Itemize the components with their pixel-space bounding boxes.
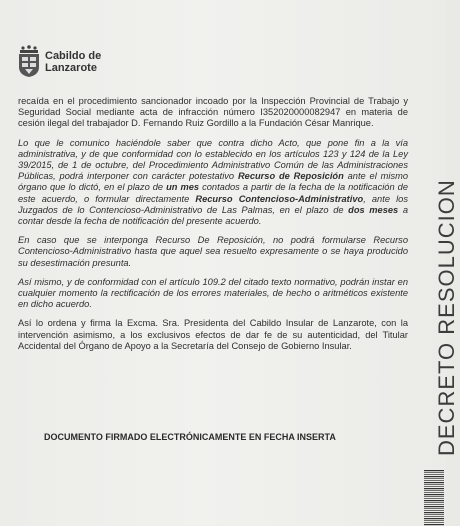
text-run: Lo que le comunico haciéndole saber que contra dicho Acto, que pone fin a la vía administrativa, y de que conformidad con lo establecido en los artículos 123 y 124 de la Ley 39/2015, de 1 de octubre, del Procedimiento Administrativo Común de las Administraciones Públicas, podrá interponer con carácter potestativo xyxy=(18,137,408,182)
paragraph xyxy=(18,96,408,130)
text-run: Así mismo, y de conformidad con el artículo 109.2 del citado texto normativo, podrán instar en cualquier momento la rectificación de los errores materiales, de hecho o aritméticos existente en dicho acuerdo. xyxy=(18,276,408,310)
text-run: a contar desde la fecha de notificación del presente acuerdo. xyxy=(18,204,408,227)
emphasis-text: un mes xyxy=(166,182,200,193)
shield-coat-of-arms-icon xyxy=(17,45,41,78)
emphasis-text: Recurso de Reposición xyxy=(237,171,344,182)
text-run: ante el mismo órgano que lo dictó, en el plazo de xyxy=(18,171,409,193)
signature-note: DOCUMENTO FIRMADO ELECTRÓNICAMENTE EN FECHA INSERTA xyxy=(44,432,336,442)
org-name xyxy=(45,50,101,74)
org-name-line2: Lanzarote xyxy=(45,61,97,74)
paragraph xyxy=(18,318,408,352)
text-run: , ante los Juzgados de lo Contencioso-Administrativo de Las Palmas, en el plazo de xyxy=(18,193,408,215)
document-body xyxy=(18,96,408,360)
barcode-icon xyxy=(424,470,444,526)
text-run: En caso que se interponga Recurso De Reposición, no podrá formularse Recurso Contencioso-Administrativo hasta que aquel sea resuelto expresamente o se haya producido su desestimación presunta. xyxy=(18,235,408,268)
paragraph xyxy=(18,138,408,228)
header-logo xyxy=(17,45,101,78)
paragraph xyxy=(18,277,408,311)
text-run: contados a partir de la fecha de la notificación de este acuerdo, o formular directamente xyxy=(18,182,408,204)
org-name-line1: Cabildo de xyxy=(45,49,102,62)
paragraph xyxy=(18,235,408,269)
emphasis-text: Recurso Contencioso-Administrativo xyxy=(195,193,364,204)
vertical-document-label: DECRETO RESOLUCION xyxy=(434,179,459,456)
emphasis-text: dos meses xyxy=(348,204,399,215)
text-run: recaída en el procedimiento sancionador incoado por la Inspección Provincial de Trabajo y Seguridad Social mediante acta de infracción número I352020000082947 en materia de cesión ilegal del trabajador D. Fernando Ruiz Gordillo a la Fundación César Manrique. xyxy=(18,96,408,129)
text-run: Así lo ordena y firma la Excma. Sra. Presidenta del Cabildo Insular de Lanzarote, con la intervención asimismo, a los exclusivos efectos de dar fe de su autenticidad, del Titular Accidental del Órgano de Apoyo a la Secretaría del Consejo de Gobierno Insular. xyxy=(18,318,408,351)
